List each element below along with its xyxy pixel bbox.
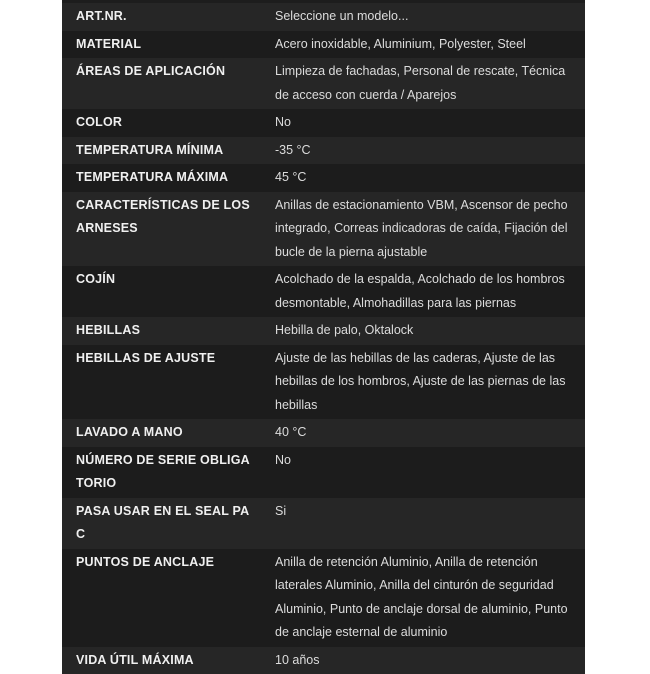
spec-value: Anilla de retención Aluminio, Anilla de retención laterales Aluminio, Anilla del cinturón de seguridad Aluminio, Punto de anclaje dorsal de aluminio, Punto de anclaje esternal de aluminio	[267, 549, 585, 647]
spec-table-panel	[62, 0, 585, 650]
spec-value: No	[267, 447, 585, 498]
spec-value: Limpieza de fachadas, Personal de rescate, Técnica de acceso con cuerda / Aparejos	[267, 58, 585, 109]
table-row	[62, 109, 585, 137]
spec-value: Acolchado de la espalda, Acolchado de los hombros desmontable, Almohadillas para las piernas	[267, 266, 585, 317]
table-row	[62, 447, 585, 498]
spec-label: TEMPERATURA MÍNIMA	[62, 137, 267, 165]
table-row	[62, 549, 585, 647]
table-row	[62, 137, 585, 165]
spec-label: LAVADO A MANO	[62, 419, 267, 447]
spec-label: ÁREAS DE APLICACIÓN	[62, 58, 267, 109]
spec-label: PASA USAR EN EL SEAL PAC	[62, 498, 267, 549]
spec-label: HEBILLAS DE AJUSTE	[62, 345, 267, 420]
spec-value: Acero inoxidable, Aluminium, Polyester, Steel	[267, 31, 585, 59]
table-row	[62, 192, 585, 267]
spec-value: Anillas de estacionamiento VBM, Ascensor de pecho integrado, Correas indicadoras de caída, Fijación del bucle de la pierna ajustable	[267, 192, 585, 267]
spec-value: Si	[267, 498, 585, 549]
spec-value: Seleccione un modelo...	[267, 3, 585, 31]
spec-label: VIDA ÚTIL MÁXIMA	[62, 647, 267, 674]
spec-label: TEMPERATURA MÁXIMA	[62, 164, 267, 192]
spec-label: NÚMERO DE SERIE OBLIGATORIO	[62, 447, 267, 498]
table-row	[62, 498, 585, 549]
spec-value: No	[267, 109, 585, 137]
table-row	[62, 647, 585, 674]
spec-label: MATERIAL	[62, 31, 267, 59]
table-row	[62, 58, 585, 109]
spec-label: ART.NR.	[62, 3, 267, 31]
table-row	[62, 3, 585, 31]
spec-label: COJÍN	[62, 266, 267, 317]
spec-label: PUNTOS DE ANCLAJE	[62, 549, 267, 647]
spec-label: CARACTERÍSTICAS DE LOS ARNESES	[62, 192, 267, 267]
table-row	[62, 31, 585, 59]
table-row	[62, 345, 585, 420]
table-row	[62, 164, 585, 192]
spec-value: -35 °C	[267, 137, 585, 165]
table-row	[62, 419, 585, 447]
spec-label: HEBILLAS	[62, 317, 267, 345]
table-row	[62, 266, 585, 317]
spec-label: COLOR	[62, 109, 267, 137]
spec-value: 10 años	[267, 647, 585, 674]
spec-value: Ajuste de las hebillas de las caderas, Ajuste de las hebillas de los hombros, Ajuste de las piernas de las hebillas	[267, 345, 585, 420]
spec-value: 40 °C	[267, 419, 585, 447]
spec-value: Hebilla de palo, Oktalock	[267, 317, 585, 345]
spec-value: 45 °C	[267, 164, 585, 192]
spec-table	[62, 3, 585, 674]
table-row	[62, 317, 585, 345]
